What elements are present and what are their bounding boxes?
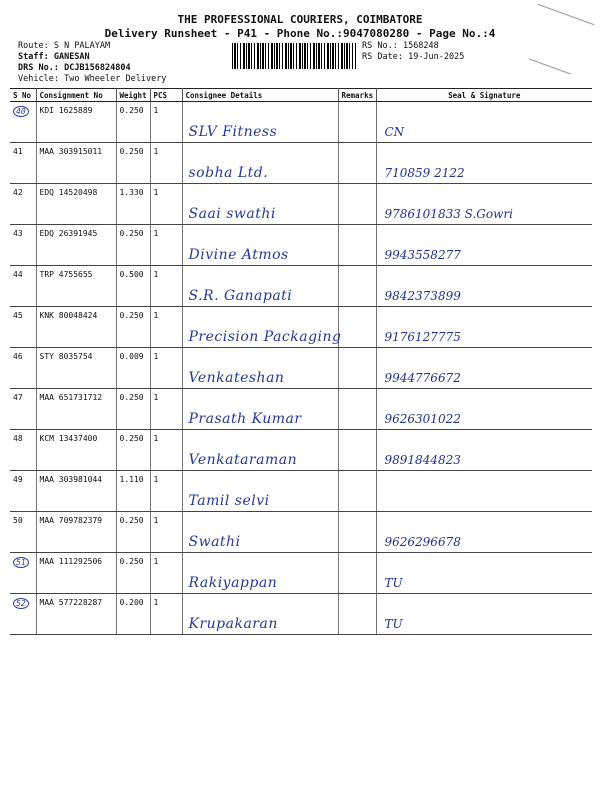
cell-consignment-no: MAA 577228287: [36, 594, 116, 635]
cell-pcs: 1: [150, 389, 182, 430]
col-header-signature: Seal & Signature: [376, 89, 592, 102]
table-row: [10, 184, 592, 225]
cell-remarks: [338, 143, 376, 184]
runsheet-meta-right: [362, 41, 464, 63]
cell-sno: 52: [10, 594, 36, 635]
cell-remarks: [338, 430, 376, 471]
col-header-consignee: Consignee Details: [182, 89, 338, 102]
cell-consignment-no: MAA 709782379: [36, 512, 116, 553]
cell-signature: [376, 225, 592, 266]
handwritten-consignee: Prasath Kumar: [188, 411, 302, 427]
handwritten-signature: 9943558277: [384, 248, 461, 262]
cell-weight: 1.110: [116, 471, 150, 512]
cell-consignment-no: MAA 303981044: [36, 471, 116, 512]
cell-weight: 1.330: [116, 184, 150, 225]
handwritten-signature: 9176127775: [384, 330, 461, 344]
rs-no-line: RS No.: 1568248: [362, 41, 439, 51]
cell-consignee: [182, 225, 338, 266]
cell-consignee: [182, 143, 338, 184]
cell-sno: 46: [10, 348, 36, 389]
cell-sno: 40: [10, 102, 36, 143]
cell-signature: [376, 266, 592, 307]
col-header-weight: Weight: [116, 89, 150, 102]
cell-weight: 0.250: [116, 389, 150, 430]
handwritten-consignee: sobha Ltd.: [188, 165, 269, 181]
cell-sno: 42: [10, 184, 36, 225]
cell-remarks: [338, 348, 376, 389]
cell-pcs: 1: [150, 266, 182, 307]
cell-signature: [376, 471, 592, 512]
runsheet-table: [10, 88, 592, 635]
cell-consignee: [182, 471, 338, 512]
cell-consignment-no: STY 8035754: [36, 348, 116, 389]
cell-consignee: [182, 594, 338, 635]
cell-consignee: [182, 184, 338, 225]
col-header-sno: S No: [10, 89, 36, 102]
cell-remarks: [338, 553, 376, 594]
cell-signature: [376, 143, 592, 184]
cell-sno: 50: [10, 512, 36, 553]
cell-pcs: 1: [150, 553, 182, 594]
table-row: [10, 512, 592, 553]
table-row: [10, 348, 592, 389]
cell-weight: 0.250: [116, 307, 150, 348]
handwritten-consignee: Rakiyappan: [188, 575, 278, 591]
cell-sno: 41: [10, 143, 36, 184]
cell-signature: [376, 348, 592, 389]
cell-consignee: [182, 512, 338, 553]
handwritten-consignee: Tamil selvi: [188, 493, 270, 509]
cell-pcs: 1: [150, 348, 182, 389]
cell-consignee: [182, 430, 338, 471]
cell-weight: 0.009: [116, 348, 150, 389]
cell-consignment-no: MAA 111292506: [36, 553, 116, 594]
cell-pcs: 1: [150, 225, 182, 266]
cell-consignment-no: TRP 4755655: [36, 266, 116, 307]
cell-pcs: 1: [150, 143, 182, 184]
table-row: [10, 553, 592, 594]
cell-signature: [376, 430, 592, 471]
cell-weight: 0.250: [116, 102, 150, 143]
cell-signature: [376, 512, 592, 553]
rs-date-line: RS Date: 19-Jun-2025: [362, 52, 465, 62]
cell-pcs: 1: [150, 512, 182, 553]
cell-consignment-no: EDQ 26391945: [36, 225, 116, 266]
barcode-image: [232, 43, 356, 69]
cell-remarks: [338, 184, 376, 225]
cell-remarks: [338, 102, 376, 143]
cell-consignment-no: EDQ 14520498: [36, 184, 116, 225]
cell-weight: 0.250: [116, 143, 150, 184]
cell-pcs: 1: [150, 471, 182, 512]
handwritten-consignee: Krupakaran: [188, 616, 278, 632]
col-header-pcs: PCS: [150, 89, 182, 102]
cell-pcs: 1: [150, 102, 182, 143]
handwritten-signature: 9626301022: [384, 412, 461, 426]
handwritten-signature: 9944776672: [384, 371, 461, 385]
handwritten-consignee: Swathi: [188, 534, 241, 550]
handwritten-consignee: Precision Packaging: [188, 329, 342, 345]
table-row: [10, 143, 592, 184]
cell-sno: 47: [10, 389, 36, 430]
table-row: [10, 430, 592, 471]
table-row: [10, 307, 592, 348]
col-header-consignment: Consignment No: [36, 89, 116, 102]
cell-weight: 0.250: [116, 512, 150, 553]
runsheet-meta-left: [18, 41, 166, 85]
cell-remarks: [338, 307, 376, 348]
cell-pcs: 1: [150, 594, 182, 635]
table-row: [10, 471, 592, 512]
cell-weight: 0.250: [116, 225, 150, 266]
staff-value: GANESAN: [53, 52, 90, 62]
cell-pcs: 1: [150, 307, 182, 348]
handwritten-consignee: S.R. Ganapati: [188, 288, 293, 304]
handwritten-consignee: Venkateshan: [188, 370, 285, 386]
drs-value: DCJB156824804: [64, 63, 131, 73]
route-value: S N PALAYAM: [53, 41, 111, 51]
handwritten-consignee: Saai swathi: [188, 206, 276, 222]
table-header-row: [10, 89, 592, 102]
cell-weight: 0.500: [116, 266, 150, 307]
staff-line: Staff: GANESAN: [18, 52, 90, 62]
handwritten-signature: 9786101833 S.Gowri: [384, 207, 513, 221]
cell-consignment-no: MAA 651731712: [36, 389, 116, 430]
cell-pcs: 1: [150, 184, 182, 225]
scan-artifact-line: [529, 59, 571, 75]
col-header-remarks: Remarks: [338, 89, 376, 102]
table-row: [10, 594, 592, 635]
handwritten-signature: CN: [384, 125, 405, 139]
handwritten-consignee: Divine Atmos: [188, 247, 289, 263]
cell-consignee: [182, 102, 338, 143]
handwritten-consignee: Venkataraman: [188, 452, 298, 468]
handwritten-signature: TU: [384, 576, 403, 590]
page-subtitle: Delivery Runsheet - P41 - Phone No.:9047080280 - Page No.:4: [104, 27, 496, 40]
table-row: [10, 389, 592, 430]
cell-consignee: [182, 389, 338, 430]
rs-no-value: 1568248: [402, 41, 439, 51]
cell-consignee: [182, 266, 338, 307]
cell-signature: [376, 594, 592, 635]
handwritten-consignee: SLV Fitness: [188, 124, 278, 140]
cell-consignment-no: KDI 1625889: [36, 102, 116, 143]
cell-consignee: [182, 307, 342, 348]
rs-date-value: 19-Jun-2025: [408, 52, 465, 62]
handwritten-signature: 9842373899: [384, 289, 461, 303]
route-line: Route: S N PALAYAM: [18, 41, 111, 51]
cell-consignee: [182, 553, 338, 594]
handwritten-signature: TU: [384, 617, 403, 631]
table-row: [10, 266, 592, 307]
cell-sno: 51: [10, 553, 36, 594]
cell-pcs: 1: [150, 430, 182, 471]
vehicle-value: Two Wheeler Delivery: [64, 74, 167, 84]
cell-remarks: [338, 512, 376, 553]
table-row: [10, 102, 592, 143]
cell-remarks: [338, 266, 376, 307]
cell-remarks: [338, 594, 376, 635]
cell-weight: 0.250: [116, 553, 150, 594]
cell-remarks: [338, 389, 376, 430]
cell-weight: 0.200: [116, 594, 150, 635]
cell-weight: 0.250: [116, 430, 150, 471]
cell-remarks: [338, 225, 376, 266]
cell-sno: 43: [10, 225, 36, 266]
handwritten-signature: 710859 2122: [384, 166, 465, 180]
cell-consignment-no: MAA 303915011: [36, 143, 116, 184]
cell-sno: 44: [10, 266, 36, 307]
page-title: THE PROFESSIONAL COURIERS, COIMBATORE: [177, 13, 423, 26]
cell-consignee: [182, 348, 338, 389]
table-row: [10, 225, 592, 266]
handwritten-signature: 9626296678: [384, 535, 461, 549]
drs-line: DRS No.: DCJB156824804: [18, 63, 131, 73]
cell-sno: 48: [10, 430, 36, 471]
cell-signature: [376, 102, 592, 143]
cell-signature: [376, 553, 592, 594]
cell-signature: [376, 389, 592, 430]
cell-remarks: [338, 471, 376, 512]
vehicle-line: Vehicle: Two Wheeler Delivery: [18, 74, 167, 84]
cell-signature: [376, 184, 592, 225]
cell-consignment-no: KCM 13437400: [36, 430, 116, 471]
cell-sno: 45: [10, 307, 36, 348]
cell-consignment-no: KNK 80048424: [36, 307, 116, 348]
handwritten-signature: 9891844823: [384, 453, 461, 467]
cell-sno: 49: [10, 471, 36, 512]
cell-signature: [376, 307, 592, 348]
